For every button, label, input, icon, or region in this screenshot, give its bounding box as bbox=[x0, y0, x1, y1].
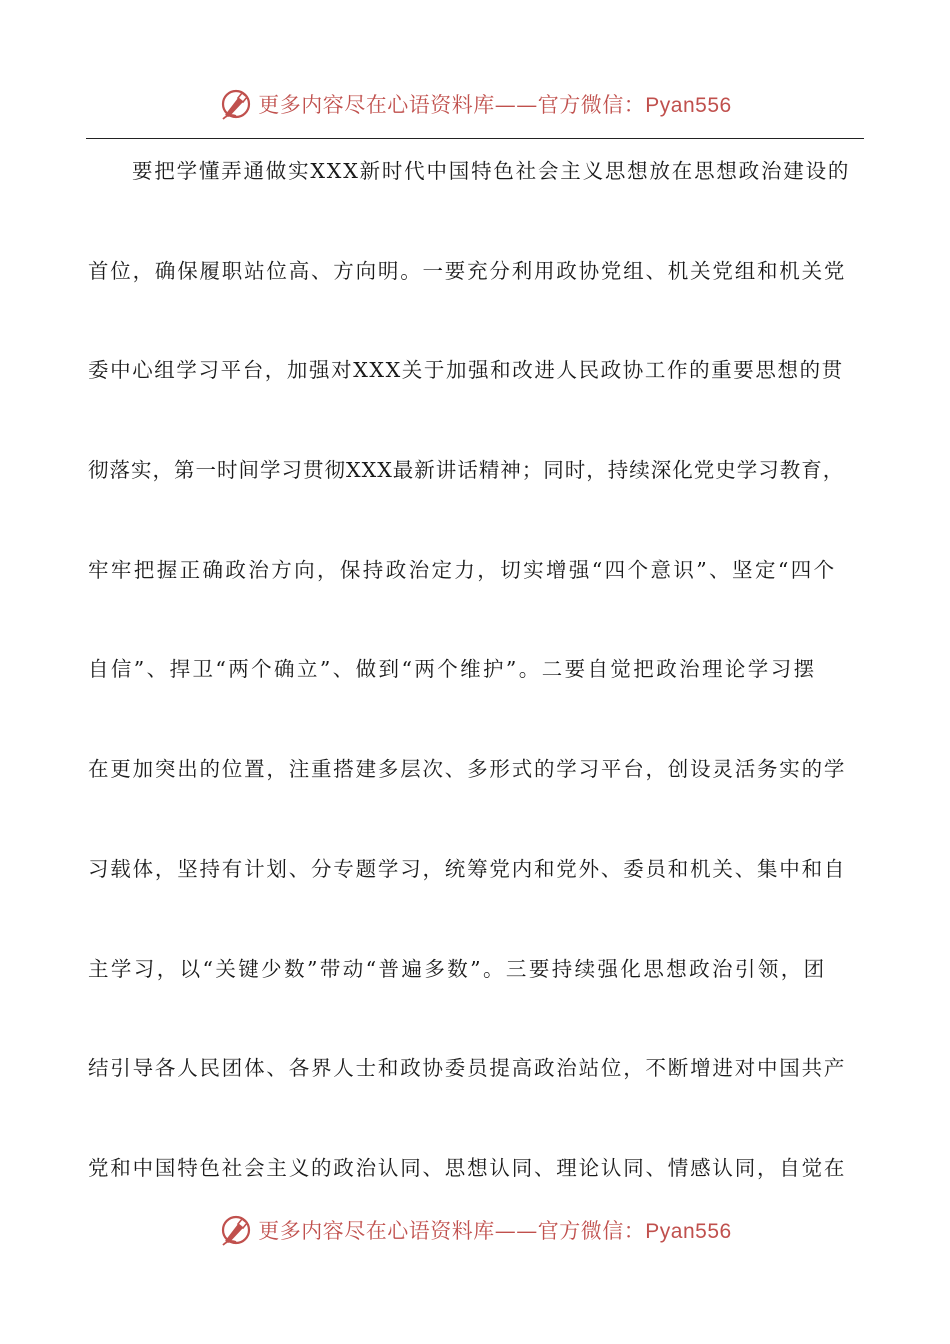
body-line: 要把学懂弄通做实XXX新时代中国特色社会主义思想放在思想政治建设的 bbox=[132, 159, 851, 183]
header-divider bbox=[86, 138, 864, 139]
footer-watermark bbox=[0, 1210, 950, 1250]
header-watermark bbox=[0, 84, 950, 124]
body-line: 自信”、捍卫“两个确立”、做到“两个维护”。二要自觉把政治理论学习摆 bbox=[88, 657, 817, 682]
watermark-text: 更多内容尽在心语资料库——官方微信：Pyan556 bbox=[258, 1219, 732, 1243]
body-line: 党和中国特色社会主义的政治认同、思想认同、理论认同、情感认同，自觉在 bbox=[88, 1155, 847, 1180]
body-line: 首位，确保履职站位高、方向明。一要充分利用政协党组、机关党组和机关党 bbox=[88, 258, 847, 283]
body-line: 习载体，坚持有计划、分专题学习，统筹党内和党外、委员和机关、集中和自 bbox=[88, 856, 847, 881]
pen-nib-logo-icon bbox=[218, 1212, 254, 1248]
body-line: 彻落实，第一时间学习贯彻XXX最新讲话精神；同时，持续深化党史学习教育， bbox=[88, 458, 845, 483]
body-line: 结引导各人民团体、各界人士和政协委员提高政治站位，不断增进对中国共产 bbox=[88, 1056, 847, 1081]
body-line: 主学习，以“关键少数”带动“普遍多数”。三要持续强化思想政治引领，团 bbox=[88, 956, 827, 981]
body-line: 牢牢把握正确政治方向，保持政治定力，切实增强“四个意识”、坚定“四个 bbox=[88, 557, 837, 582]
document-body bbox=[88, 142, 851, 1239]
body-line: 在更加突出的位置，注重搭建多层次、多形式的学习平台，创设灵活务实的学 bbox=[88, 757, 847, 782]
wechat-id: Pyan556 bbox=[645, 94, 732, 117]
pen-nib-logo-icon bbox=[218, 86, 254, 122]
body-line: 委中心组学习平台，加强对XXX关于加强和改进人民政协工作的重要思想的贯 bbox=[88, 358, 844, 383]
watermark-text: 更多内容尽在心语资料库——官方微信：Pyan556 bbox=[258, 93, 732, 117]
wechat-id: Pyan556 bbox=[645, 1220, 732, 1243]
